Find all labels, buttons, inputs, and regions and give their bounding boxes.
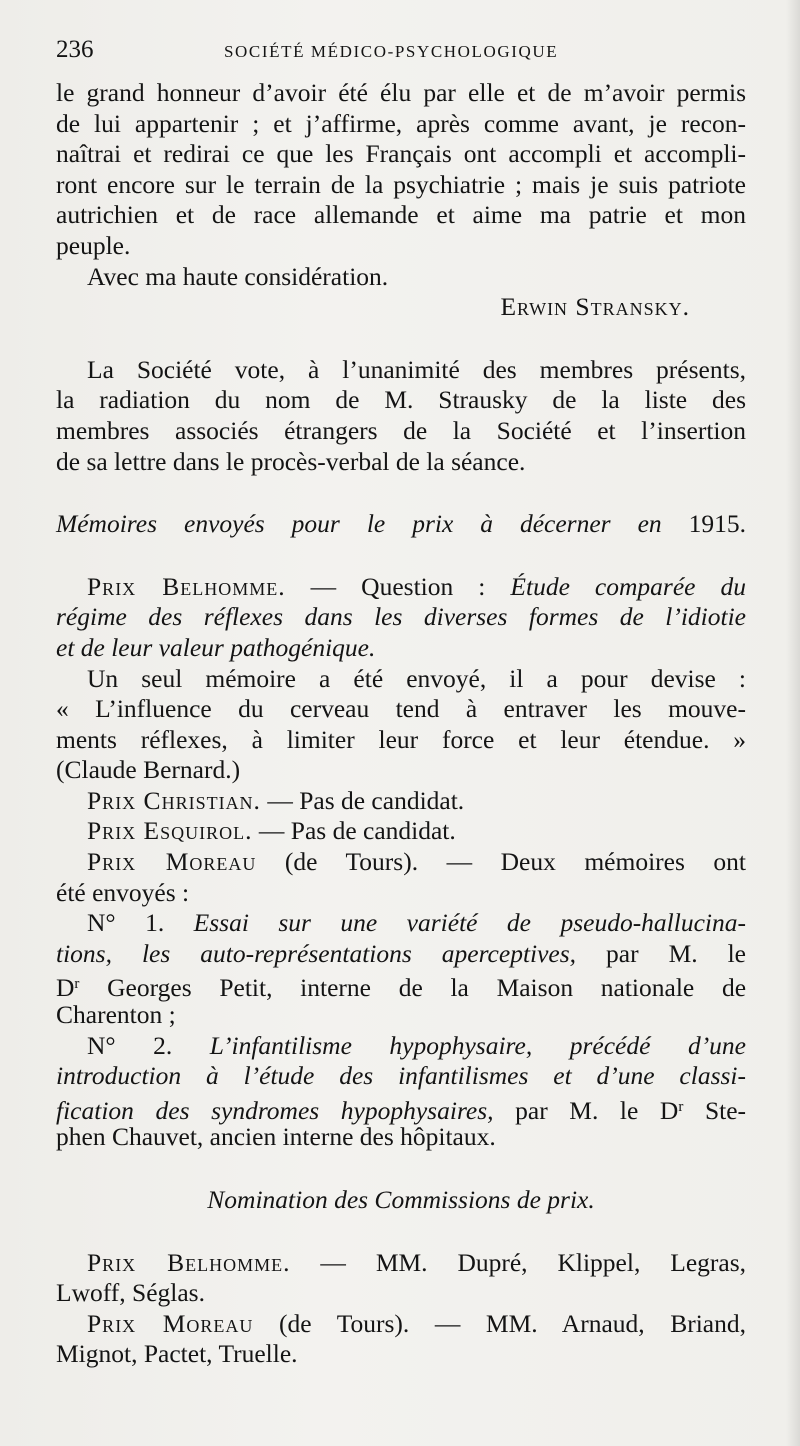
letter-line: peuple. bbox=[56, 230, 131, 260]
memoire-2-title: fication des syndromes hypophysaires, bbox=[56, 1095, 494, 1125]
memoires-year: 1915. bbox=[688, 509, 746, 539]
vote-line: membres associés étrangers de la Société et l’insertion bbox=[56, 415, 746, 445]
letter-closing: Avec ma haute considération. bbox=[87, 261, 389, 291]
commission-moreau-name: Prix Moreau bbox=[87, 1308, 254, 1338]
memoire-1-title: Essai sur une variété de pseudo-hallucina- bbox=[193, 908, 746, 938]
prix-esquirol-name: Prix Esquirol. bbox=[87, 816, 253, 846]
prix-belhomme-line: « L’influence du cerveau tend à entraver les mouve- bbox=[56, 694, 746, 724]
prix-christian-text: — Pas de candidat. bbox=[267, 785, 465, 815]
memoires-heading-text: Mémoires envoyés pour le prix à décerner en bbox=[56, 509, 662, 539]
commission-belhomme-members: — MM. Dupré, Klippel, Legras, bbox=[320, 1247, 747, 1277]
doctor-abbrev: D bbox=[56, 973, 75, 1003]
memoire-2-title: introduction à l’étude des infantilismes et d’une classi- bbox=[56, 1061, 746, 1091]
letter-line: ront encore sur le terrain de la psychiatrie ; mais je suis patriote bbox=[56, 169, 746, 199]
prix-belhomme-line: (Claude Bernard.) bbox=[56, 755, 241, 785]
memoire-1-label: N° 1. bbox=[87, 908, 165, 938]
doctor-abbrev-superscript: r bbox=[678, 1098, 684, 1115]
prix-belhomme-title-line bbox=[56, 633, 746, 664]
memoire-1-line bbox=[56, 939, 746, 970]
letter-line: de lui appartenir ; et j’affirme, après comme avant, je recon- bbox=[56, 108, 746, 138]
memoire-2-author: Ste- bbox=[704, 1095, 747, 1125]
prix-belhomme-name: Prix Belhomme. bbox=[87, 571, 286, 601]
memoire-1-title: tions, les auto-représentations aperceptives, bbox=[56, 938, 577, 968]
prix-moreau-name: Prix Moreau bbox=[87, 847, 257, 877]
vote-line: de sa lettre dans le procès-verbal de la séance. bbox=[56, 446, 526, 476]
prix-belhomme-title: régime des réflexes dans les diverses formes de l’idiotie bbox=[56, 602, 746, 632]
memoire-2-label: N° 2. bbox=[87, 1030, 173, 1060]
memoire-1-line: Charenton ; bbox=[56, 1000, 176, 1030]
prix-esquirol-line bbox=[56, 816, 746, 847]
spacer bbox=[56, 1153, 746, 1185]
letter-line: autrichien et de race allemande et aime ma patrie et mon bbox=[56, 200, 746, 230]
memoire-2-line bbox=[56, 1031, 746, 1062]
spacer bbox=[56, 477, 746, 509]
commission-moreau-members: (de Tours). — MM. Arnaud, Briand, bbox=[279, 1308, 747, 1338]
memoires-heading bbox=[56, 509, 746, 540]
memoire-2-author-prefix: par M. le D bbox=[515, 1095, 679, 1125]
memoire-2-line bbox=[56, 1092, 746, 1123]
letter-line: le grand honneur d’avoir été élu par elle et de m’avoir permis bbox=[56, 78, 746, 107]
commission-moreau-line bbox=[56, 1309, 746, 1340]
memoire-1-author: Georges Petit, interne de la Maison nationale de bbox=[107, 973, 747, 1003]
memoire-1-author-prefix: par M. le bbox=[606, 938, 746, 968]
prix-moreau-line: été envoyés : bbox=[56, 877, 190, 907]
page-edge-shadow bbox=[786, 0, 800, 1446]
prix-belhomme-question: — Question : bbox=[310, 571, 486, 601]
prix-christian-name: Prix Christian. bbox=[87, 785, 261, 815]
prix-belhomme-title: Étude comparée du bbox=[510, 571, 747, 601]
commission-belhomme-line bbox=[56, 1248, 746, 1279]
prix-belhomme-title: et de leur valeur pathogénique. bbox=[56, 632, 376, 662]
page-body bbox=[56, 78, 746, 1370]
spacer bbox=[56, 540, 746, 572]
prix-esquirol-text: — Pas de candidat. bbox=[258, 816, 456, 846]
memoire-1-line bbox=[56, 908, 746, 939]
spacer bbox=[56, 323, 746, 355]
commission-belhomme-name: Prix Belhomme. bbox=[87, 1247, 291, 1277]
prix-christian-line bbox=[56, 786, 746, 817]
doctor-abbrev-superscript: r bbox=[74, 976, 80, 993]
page-number: 236 bbox=[56, 36, 94, 63]
commission-belhomme-line: Lwoff, Séglas. bbox=[56, 1278, 205, 1308]
running-head: SOCIÉTÉ MÉDICO-PSYCHOLOGIQUE bbox=[224, 42, 559, 61]
prix-moreau-line bbox=[56, 847, 746, 878]
prix-belhomme-line: ments réflexes, à limiter leur force et leur étendue. » bbox=[56, 724, 746, 754]
prix-belhomme-title-line bbox=[56, 602, 746, 633]
vote-line: la radiation du nom de M. Strausky de la liste des bbox=[56, 385, 746, 415]
memoire-2-line bbox=[56, 1061, 746, 1092]
memoire-2-line: phen Chauvet, ancien interne des hôpitaux. bbox=[56, 1122, 496, 1152]
letter-signature: Erwin Stransky. bbox=[500, 292, 690, 322]
commission-moreau-line: Mignot, Pactet, Truelle. bbox=[56, 1339, 298, 1369]
memoire-2-title: L’infantilisme hypophysaire, précédé d’une bbox=[209, 1030, 746, 1060]
vote-line: La Société vote, à l’unanimité des membres présents, bbox=[87, 354, 746, 384]
memoire-1-line bbox=[56, 969, 747, 1003]
letter-line: naîtrai et redirai ce que les Français ont accompli et accompli- bbox=[56, 139, 746, 169]
spacer bbox=[56, 1216, 746, 1248]
prix-moreau-text: (de Tours). — Deux mémoires ont bbox=[284, 847, 746, 877]
nomination-heading: Nomination des Commissions de prix. bbox=[207, 1185, 595, 1214]
page-header bbox=[56, 36, 746, 70]
prix-belhomme-line: Un seul mémoire a été envoyé, il a pour devise : bbox=[87, 663, 746, 693]
prix-belhomme-line bbox=[56, 572, 746, 603]
